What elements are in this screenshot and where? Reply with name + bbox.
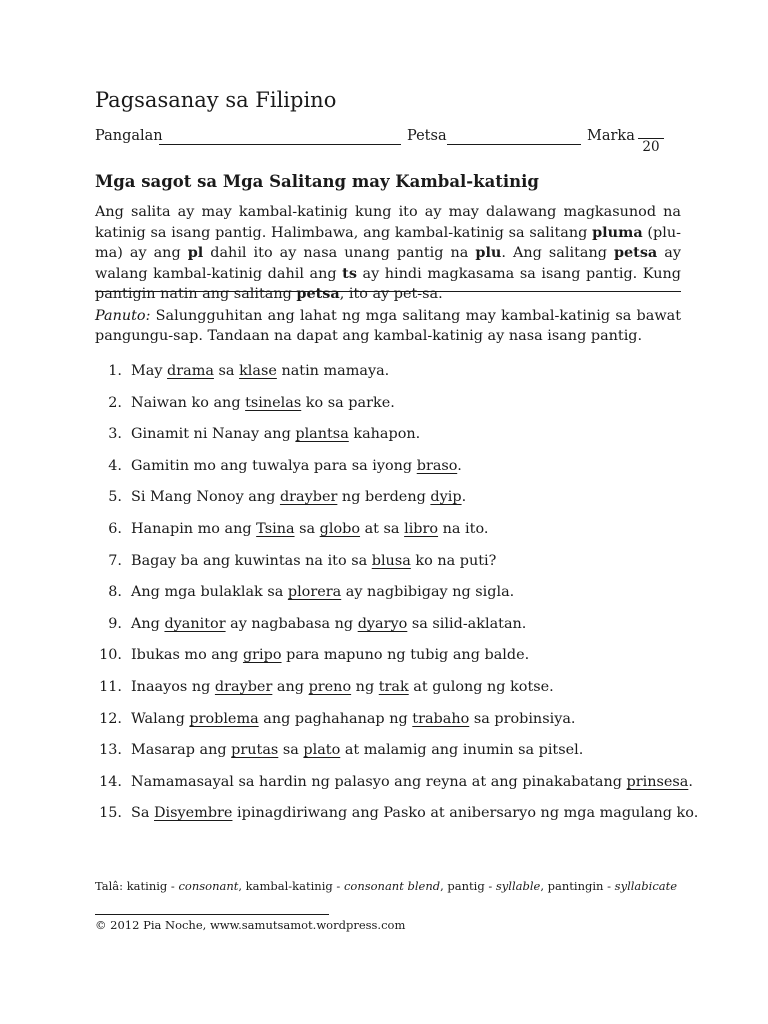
exercise-item xyxy=(95,521,681,553)
item-number: 12. xyxy=(99,710,122,727)
underlined-answer: dyanitor xyxy=(164,615,226,632)
name-label: Pangalan xyxy=(95,128,163,144)
date-label: Petsa xyxy=(407,128,447,144)
glossary-note xyxy=(95,879,677,893)
sentence-text: Si Mang Nonoy ang xyxy=(131,489,280,506)
item-sentence xyxy=(131,774,693,790)
exercise-list xyxy=(95,363,699,837)
score-total: 20 xyxy=(642,139,660,155)
intro-paragraph xyxy=(95,203,681,305)
note-text: Talâ: katinig - xyxy=(95,879,179,893)
underlined-answer: gripo xyxy=(242,647,282,664)
instructions-label: Panuto: xyxy=(95,308,151,324)
sentence-text: . xyxy=(461,489,467,506)
exercise-item xyxy=(95,458,681,490)
sentence-text: Hanapin mo ang xyxy=(131,520,257,537)
sentence-text: na ito. xyxy=(438,520,489,537)
item-sentence xyxy=(131,711,575,727)
underlined-answer: trak xyxy=(378,678,409,695)
sentence-text: Gamitin mo ang tuwalya para sa iyong xyxy=(131,457,417,474)
note-text: , kambal-katinig - xyxy=(238,879,344,893)
sentence-text: at sa xyxy=(360,520,405,537)
item-sentence xyxy=(131,489,466,505)
exercise-item xyxy=(95,679,681,711)
sentence-text: Ibukas mo ang xyxy=(131,647,243,664)
sentence-text: . xyxy=(688,773,693,790)
sentence-text: ng berdeng xyxy=(337,489,431,506)
sentence-text: Inaayos ng xyxy=(131,678,215,695)
exercise-item xyxy=(95,363,681,395)
intro-bold-term: ts xyxy=(342,264,357,282)
exercise-item xyxy=(95,395,681,427)
sentence-text: Naiwan ko ang xyxy=(131,394,246,411)
item-number: 9. xyxy=(108,615,122,632)
intro-text: . Ang salitang xyxy=(501,245,614,261)
exercise-item xyxy=(95,489,681,521)
underlined-answer: drayber xyxy=(214,678,273,695)
sentence-text: kahapon. xyxy=(348,426,421,443)
sentence-text: ng xyxy=(351,678,379,695)
underlined-answer: problema xyxy=(189,710,259,727)
sentence-text: Bagay ba ang kuwintas na ito sa xyxy=(131,552,372,569)
intro-text: , ito ay pet-sa. xyxy=(339,286,443,302)
exercise-item xyxy=(95,426,681,458)
underlined-answer: klase xyxy=(239,363,277,379)
copyright-footer: © 2012 Pia Noche, www.samutsamot.wordpress.com xyxy=(95,918,406,932)
underlined-answer: prinsesa xyxy=(626,773,689,790)
sentence-text: ko na puti? xyxy=(410,552,497,569)
sentence-text: sa probinsiya. xyxy=(469,710,576,727)
exercise-item xyxy=(95,616,681,648)
item-sentence xyxy=(131,426,420,442)
name-blank xyxy=(159,144,401,145)
section-title: Mga sagot sa Mga Salitang may Kambal-katinig xyxy=(95,172,539,191)
underlined-answer: dyaryo xyxy=(357,615,408,632)
intro-bold-term: petsa xyxy=(613,244,658,261)
underlined-answer: Tsina xyxy=(256,520,295,537)
underlined-answer: libro xyxy=(404,520,439,537)
underlined-answer: dyip xyxy=(430,489,462,506)
note-text: , pantingin - xyxy=(540,879,615,893)
intro-text: Ang salita ay may kambal-katinig kung ito ay may dalawang magkasunod na katinig sa isang pantig. Halimbawa, ang kambal-katinig sa salitang xyxy=(95,204,681,241)
exercise-item xyxy=(95,711,681,743)
item-number: 6. xyxy=(108,520,122,537)
item-sentence xyxy=(131,363,389,379)
sentence-text: sa xyxy=(278,742,304,759)
item-sentence xyxy=(131,742,583,758)
note-text: , pantig - xyxy=(440,879,496,893)
sentence-text: ay nagbibigay ng sigla. xyxy=(341,584,515,601)
sentence-text: sa silid-aklatan. xyxy=(407,615,527,632)
item-number: 15. xyxy=(99,805,122,822)
score-label: Marka xyxy=(587,128,635,144)
exercise-item xyxy=(95,647,681,679)
date-blank xyxy=(447,144,581,145)
underlined-answer: tsinelas xyxy=(245,394,302,411)
sentence-text: May xyxy=(131,363,168,379)
item-number: 14. xyxy=(99,773,122,790)
exercise-item xyxy=(95,553,681,585)
sentence-text: ipinagdiriwang ang Pasko at anibersaryo ng mga magulang ko. xyxy=(232,805,699,822)
underlined-answer: prutas xyxy=(231,742,279,759)
item-sentence xyxy=(131,616,526,632)
footer-divider xyxy=(95,914,329,915)
sentence-text: ay nagbabasa ng xyxy=(225,615,358,632)
english-term: syllabicate xyxy=(614,879,678,893)
intro-bold-term: pluma xyxy=(592,223,643,241)
sentence-text: sa xyxy=(294,520,320,537)
item-sentence xyxy=(131,521,488,537)
underlined-answer: plorera xyxy=(287,584,342,601)
underlined-answer: trabaho xyxy=(412,710,470,727)
sentence-text: ang paghahanap ng xyxy=(258,710,413,727)
sentence-text: at malamig ang inumin sa pitsel. xyxy=(340,742,584,759)
item-number: 10. xyxy=(99,647,122,664)
underlined-answer: preno xyxy=(308,678,352,695)
sentence-text: Ang mga bulaklak sa xyxy=(131,584,288,601)
intro-bold-term: pl xyxy=(187,244,204,261)
instructions-text: Salungguhitan ang lahat ng mga salitang may kambal-katinig sa bawat pangungu-sap. Tandaan na dapat ang kambal-katinig ay nasa isang pantig. xyxy=(95,308,681,344)
intro-bold-term: petsa xyxy=(296,285,340,302)
sentence-text: Ang xyxy=(131,615,165,632)
sentence-text: Sa xyxy=(131,805,155,822)
item-number: 5. xyxy=(108,489,122,506)
sentence-text: para mapuno ng tubig ang balde. xyxy=(281,647,530,664)
exercise-item xyxy=(95,773,693,806)
english-term: syllable xyxy=(495,879,541,893)
item-sentence xyxy=(131,458,462,474)
english-term: consonant blend xyxy=(343,879,441,893)
item-number: 2. xyxy=(108,394,122,411)
item-number: 11. xyxy=(99,678,122,695)
intro-text: ay hindi magkasama sa isang pantig. Kung pantigin natin ang salitang xyxy=(95,265,681,302)
item-number: 3. xyxy=(108,426,122,443)
score-fraction xyxy=(638,128,664,155)
exercise-item xyxy=(95,584,681,616)
sentence-text: Masarap ang xyxy=(131,742,232,759)
item-number: 13. xyxy=(99,742,122,759)
item-number: 8. xyxy=(108,584,122,601)
item-sentence xyxy=(131,395,395,411)
underlined-answer: drama xyxy=(167,363,214,379)
sentence-text: natin mamaya. xyxy=(276,363,390,379)
item-sentence xyxy=(131,584,514,600)
exercise-item xyxy=(95,805,699,837)
item-number: 7. xyxy=(108,552,122,569)
intro-text: ay walang kambal-katinig dahil ang xyxy=(95,245,681,282)
instructions xyxy=(95,307,681,346)
sentence-text: Ginamit ni Nanay ang xyxy=(131,426,296,443)
intro-text: (plu-ma) ay ang xyxy=(95,224,681,261)
sentence-text: ko sa parke. xyxy=(301,394,395,411)
intro-text: dahil ito ay nasa unang pantig na xyxy=(203,245,476,261)
underlined-answer: blusa xyxy=(371,552,411,569)
underlined-answer: drayber xyxy=(279,489,338,506)
underlined-answer: braso xyxy=(416,457,458,474)
sentence-text: Namamasayal sa hardin ng palasyo ang reyna at ang pinakabatang xyxy=(131,773,627,790)
item-sentence xyxy=(131,679,554,695)
sentence-text: at gulong ng kotse. xyxy=(408,678,554,695)
english-term: consonant xyxy=(178,879,239,893)
item-number: 4. xyxy=(108,457,122,474)
underlined-answer: globo xyxy=(319,520,361,537)
section-divider xyxy=(95,291,681,292)
sentence-text: ang xyxy=(272,678,309,695)
sentence-text: sa xyxy=(213,363,240,379)
item-number: 1. xyxy=(108,363,122,379)
underlined-answer: plantsa xyxy=(295,426,349,443)
underlined-answer: Disyembre xyxy=(154,805,233,822)
item-sentence xyxy=(131,805,698,821)
item-sentence xyxy=(131,647,529,663)
underlined-answer: plato xyxy=(303,742,341,759)
item-sentence xyxy=(131,553,496,569)
sentence-text: Walang xyxy=(131,710,190,727)
intro-bold-term: plu xyxy=(475,244,502,261)
page-title: Pagsasanay sa Filipino xyxy=(95,88,337,112)
exercise-item xyxy=(95,742,681,774)
sentence-text: . xyxy=(457,457,462,474)
